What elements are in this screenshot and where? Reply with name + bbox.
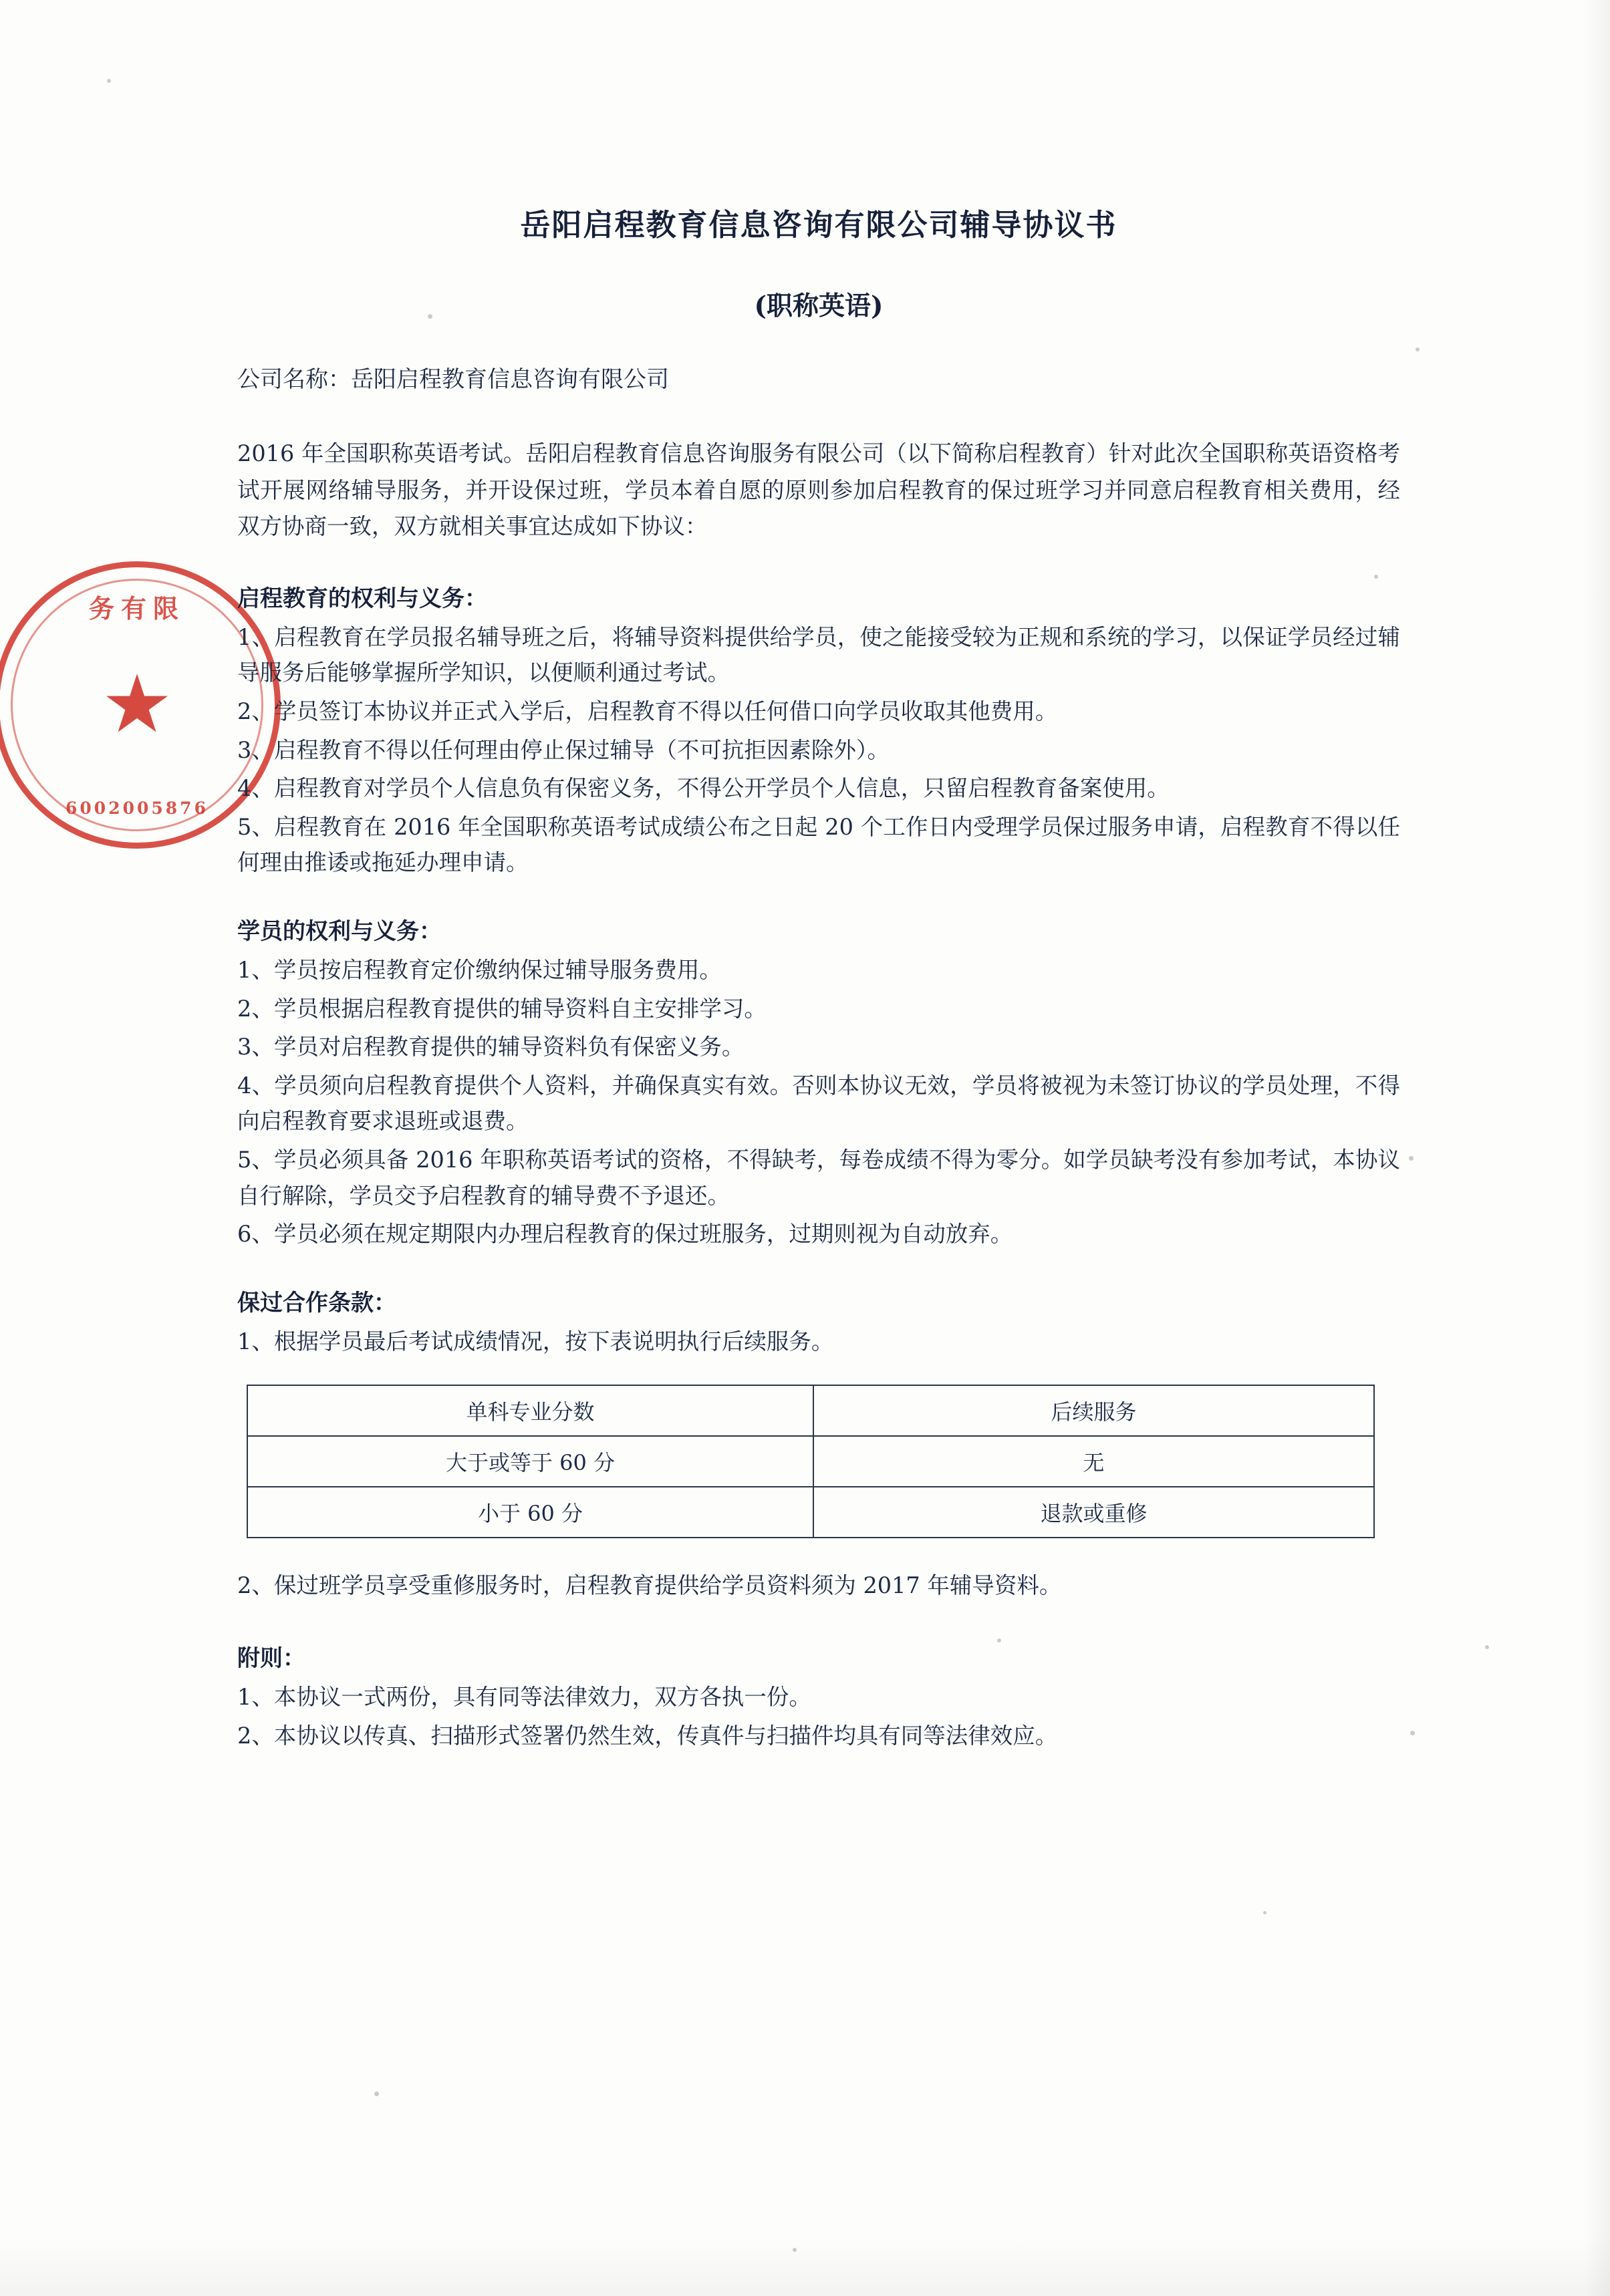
clause: 2、学员签订本协议并正式入学后，启程教育不得以任何借口向学员收取其他费用。 (237, 698, 1058, 725)
scan-speckle (374, 2092, 379, 2096)
table-row (247, 1436, 1374, 1487)
section-heading: 启程教育的权利与义务： (237, 585, 487, 612)
table-row (247, 1487, 1374, 1538)
section-appendix (237, 1640, 1400, 1753)
section-heading: 保过合作条款： (237, 1289, 396, 1316)
seal-bottom-text: 6002005876 (65, 799, 209, 818)
clause: 1、根据学员最后考试成绩情况，按下表说明执行后续服务。 (237, 1328, 834, 1354)
clause: 1、本协议一式两份，具有同等法律效力，双方各执一份。 (237, 1683, 811, 1710)
clause: 1、学员按启程教育定价缴纳保过辅导服务费用。 (237, 957, 722, 984)
clause: 5、学员必须具备 2016 年职称英语考试的资格，不得缺考，每卷成绩不得为零分。如学员缺考没有参加考试，本协议自行解除，学员交予启程教育的辅导费不予退还。 (237, 1146, 1400, 1209)
section-provider-rights (237, 580, 1400, 881)
seal-top-text: 务有限 (88, 593, 185, 623)
clause: 2、本协议以传真、扫描形式签署仍然生效，传真件与扫描件均具有同等法律效应。 (237, 1722, 1058, 1749)
clause: 4、启程教育对学员个人信息负有保密义务，不得公开学员个人信息，只留启程教育备案使用。 (237, 775, 1170, 802)
clause: 3、启程教育不得以任何理由停止保过辅导（不可抗拒因素除外）。 (237, 736, 890, 763)
page-subtitle: (职称英语) (754, 291, 884, 321)
page-bottom-shadow (0, 2236, 1610, 2296)
page-title: 岳阳启程教育信息咨询有限公司辅导协议书 (520, 207, 1117, 243)
table-header-cell: 后续服务 (813, 1385, 1374, 1436)
scan-speckle (1410, 1731, 1415, 1735)
clause: 3、学员对启程教育提供的辅导资料负有保密义务。 (237, 1034, 745, 1060)
document-body (237, 200, 1400, 1756)
table-cell: 大于或等于 60 分 (247, 1436, 813, 1487)
scan-speckle (1416, 347, 1420, 351)
scan-speckle (1485, 1645, 1489, 1649)
table-cell: 退款或重修 (813, 1487, 1374, 1538)
section-student-rights (237, 913, 1400, 1252)
scan-speckle (107, 79, 111, 83)
clause: 2、保过班学员享受重修服务时，启程教育提供给学员资料须为 2017 年辅导资料。 (237, 1572, 1062, 1599)
intro-paragraph: 2016 年全国职称英语考试。岳阳启程教育信息咨询服务有限公司（以下简称启程教育）针对此次全国职称英语资格考试开展网络辅导服务，并开设保过班，学员本着自愿的原则参加启程教育的保过班学习并同意启程教育相关费用，经双方协商一致，双方就相关事宜达成如下协议： (237, 440, 1400, 540)
clause: 2、学员根据启程教育提供的辅导资料自主安排学习。 (237, 995, 767, 1022)
table-header-cell: 单科专业分数 (247, 1385, 813, 1436)
section-heading: 附则： (237, 1644, 305, 1672)
table-header-row (247, 1385, 1374, 1436)
clause: 6、学员必须在规定期限内办理启程教育的保过班服务，过期则视为自动放弃。 (237, 1221, 1013, 1248)
scan-speckle (1409, 1156, 1414, 1161)
seal-inner-ring (11, 579, 263, 831)
table-cell: 小于 60 分 (247, 1487, 813, 1538)
scan-speckle (1263, 1911, 1266, 1914)
section-guarantee (237, 1284, 1400, 1604)
company-name-line: 公司名称：岳阳启程教育信息咨询有限公司 (237, 366, 669, 393)
service-table (247, 1385, 1375, 1538)
page-edge-shadow (1585, 0, 1610, 2296)
table-cell: 无 (813, 1436, 1374, 1487)
clause: 4、学员须向启程教育提供个人资料，并确保真实有效。否则本协议无效，学员将被视为未签订协议的学员处理，不得向启程教育要求退班或退费。 (237, 1072, 1400, 1135)
star-icon: ★ (101, 658, 173, 751)
clause: 5、启程教育在 2016 年全国职称英语考试成绩公布之日起 20 个工作日内受理学员保过服务申请，启程教育不得以任何理由推诿或拖延办理申请。 (237, 813, 1400, 876)
clause: 1、启程教育在学员报名辅导班之后，将辅导资料提供给学员，使之能接受较为正规和系统的学习，以保证学员经过辅导服务后能够掌握所学知识，以便顺利通过考试。 (237, 623, 1400, 686)
section-heading: 学员的权利与义务： (237, 918, 442, 946)
